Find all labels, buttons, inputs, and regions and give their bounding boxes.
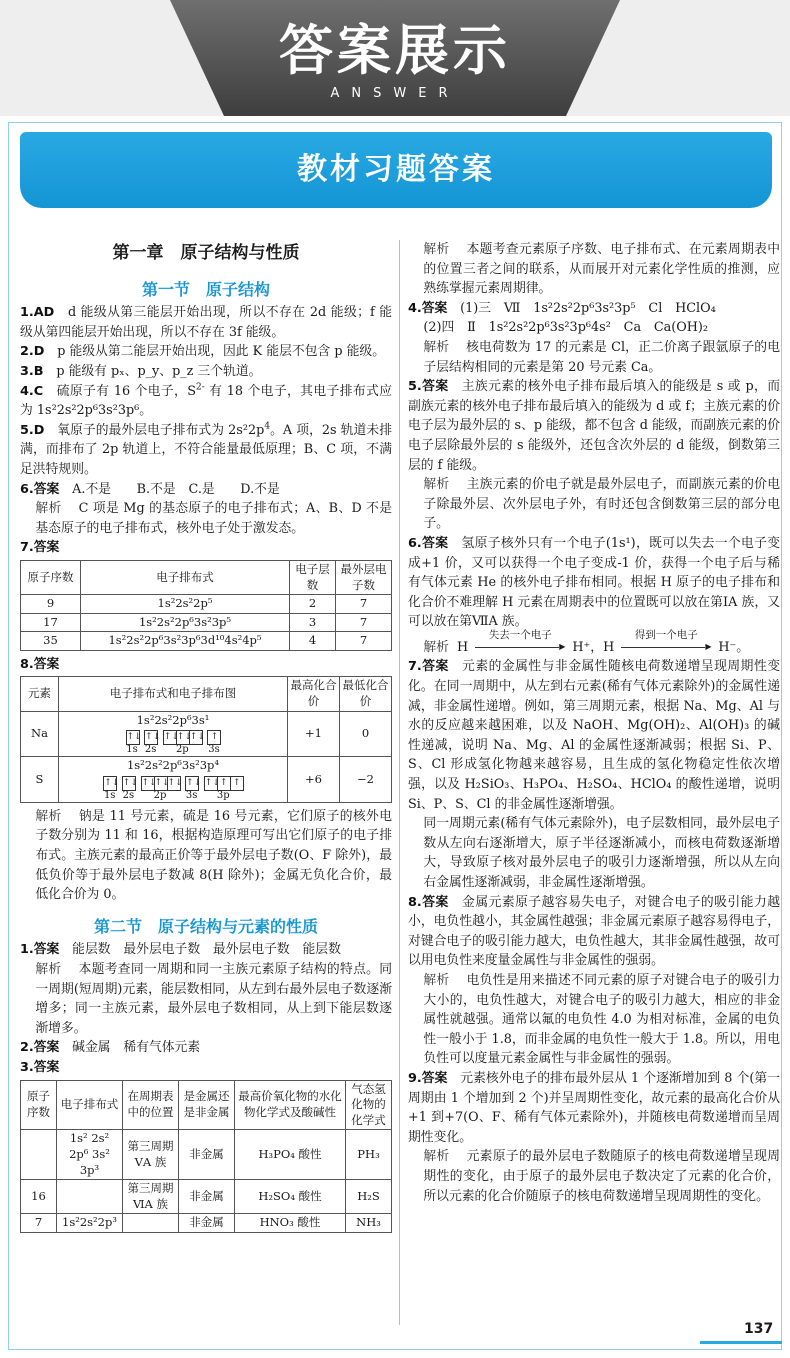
answer-number: 5.答案	[408, 379, 449, 395]
orbital: ↑↓ 2s	[122, 777, 138, 801]
top-banner	[0, 0, 790, 116]
table-cell: 7	[336, 595, 392, 614]
table-cell: 1s²2s²2p⁶3s²3p⁵	[81, 613, 290, 632]
analysis-text: 主族元素的价电子就是最外层电子，而副族元素的价电子除最外层、次外层电子外，有时还包含倒数第三层的部分电子。	[423, 477, 781, 532]
answer-s2-4	[408, 299, 780, 319]
orbital: ↑↓ 1s	[103, 777, 120, 801]
analysis-text: 本题考查元素原子序数、电子排布式、在元素周期表中的位置三者之间的联系，从而展开对元素化学性质的推测，应熟练掌握元素周期律。	[423, 242, 781, 297]
answer-text: 元素核外电子的排布最外层从 1 个逐渐增加到 8 个(第一周期由 1 个增加到 2 个)并呈周期性变化，故元素的最高化合价从+1 到+7(O、F、稀有气体元素除外)，并随核电荷数递增而呈周期性变化。	[408, 1070, 780, 1145]
table-cell	[21, 1130, 57, 1180]
answer-text: d 能级从第三能层开始出现，所以不存在 2d 能级；f 能级从第四能层开始出现，所以不存在 3f 能级。	[20, 305, 392, 340]
table-cell: 1s² 2s² 2p⁶ 3s² 3p³	[57, 1130, 123, 1180]
orbital-label: 1s	[126, 744, 138, 756]
table-cell: 2	[290, 595, 336, 614]
table-row	[21, 1130, 392, 1180]
answer-1	[20, 303, 392, 342]
right-column	[408, 240, 780, 1206]
table-cell: 非金属	[179, 1130, 235, 1180]
answer-text: 碱金属 稀有气体元素	[59, 1040, 201, 1056]
analysis-label: 解析	[423, 477, 450, 493]
page-number-underline	[700, 1341, 782, 1344]
answer-number: 2.D	[20, 344, 45, 360]
orbital: ↑↓↑↓↑↓ 2p	[163, 732, 205, 756]
analysis-s2-5	[408, 475, 780, 534]
analysis-text: 元素原子的最外层电子数随原子的核电荷数递增呈现周期性的变化，由于原子的最外层电子数决定了元素的化合价，所以元素的化合价随原子的核电荷数递增呈现周期性的变化。	[423, 1149, 781, 1204]
answer-text: 有 18 个电子，其电子排布式应为 1s²2s²2p⁶3s²3p⁶。	[20, 383, 392, 419]
analysis-s2-1	[20, 960, 392, 1038]
table-cell: 1s²2s²2p⁵	[81, 595, 290, 614]
banner-title: 答案展示	[279, 19, 511, 82]
analysis-label: 解析	[423, 339, 450, 355]
answer-number: 8.答案	[408, 894, 449, 910]
analysis-label: 解析	[35, 501, 62, 517]
orbital-label: 3s	[208, 744, 220, 756]
orbital-label: 3p	[216, 789, 230, 801]
answer-s2-7	[408, 657, 780, 814]
table-cell: 7	[336, 632, 392, 651]
orbital-diagram-s	[59, 757, 288, 803]
table-cell: H₃PO₄ 酸性	[235, 1130, 346, 1180]
answer-6	[20, 480, 392, 500]
table-header-cell: 最外层电子数	[336, 560, 392, 594]
answer-number: 9.答案	[408, 1070, 448, 1086]
equation-term: H⁺，H	[572, 639, 615, 655]
answer-sup: 2-	[196, 382, 205, 393]
table-cell: 7	[336, 613, 392, 632]
table-cell: 17	[21, 613, 81, 632]
answer-text: 元素的金属性与非金属性随核电荷数递增呈现周期性变化。在同一周期中，从左到右元素(稀有气体元素除外)的金属性递减，非金属性递增。例如，第三周期元素，根据 Na、Mg、Al 与水的反应越来越困难，以及 NaOH、Mg(OH)₂、Al(OH)₃ 的碱性递减，说明 Na、Mg、Al 的金属性逐渐减弱；根据 Si、P、S、Cl 形成氢化物越来越容易，且生成的氢化物稳定性依次增强，以及 H₂SiO₃、H₃PO₄、H₂SO₄、HClO₄ 的酸性递增，说明 Si、P、S、Cl 的非金属性逐渐增强。	[408, 659, 781, 812]
table-row-s	[21, 757, 392, 803]
analysis-s2-4	[408, 338, 780, 377]
table-header-cell: 电子排布式	[57, 1080, 123, 1130]
answer-text: 氧原子的最外层电子排布式为 2s²2p	[44, 422, 265, 438]
answer-7	[20, 538, 392, 558]
table-cell: S	[21, 757, 59, 803]
analysis-s2-6	[408, 629, 780, 658]
analysis-s2-9	[408, 1147, 780, 1206]
table-cell: 16	[21, 1180, 57, 1214]
table-cell: +6	[288, 757, 340, 803]
page-number: 137	[744, 1321, 774, 1337]
answer-5	[20, 421, 392, 480]
table-cell: 9	[21, 595, 81, 614]
reaction-arrow: 失去一个电子 ▶	[475, 641, 565, 653]
answer-text: 能层数 最外层电子数 最外层电子数 能层数	[59, 942, 341, 958]
answer-s2-7-para2	[408, 814, 780, 892]
answer-text: (1)三 Ⅶ 1s²2s²2p⁶3s²3p⁵ Cl HClO₄	[447, 300, 716, 316]
table-cell: 1s²2s²2p⁶3s²3p⁶3d¹⁰4s²4p⁵	[81, 632, 290, 651]
table-answer-8	[20, 676, 392, 802]
table-answer-7	[20, 560, 392, 651]
arrow-label: 得到一个电子	[634, 629, 698, 642]
analysis-label: 解析	[423, 242, 450, 257]
answer-number: 4.答案	[408, 300, 448, 316]
answer-text: 金属元素原子越容易失电子，对键合电子的吸引能力越小，电负性越小，其金属性越强；非金属元素原子越容易得电子，对键合电子的吸引能力越大，电负性越大，其非金属性越强，故可以用电负性来度量金属性与非金属性的强弱。	[408, 894, 781, 969]
answer-text: 氢原子核外只有一个电子(1s¹)，既可以失去一个电子变成+1 价，又可以获得一个电子变成-1 价，获得一个电子后与稀有气体元素 He 的核外电子排布相同。根据 H 原子的电子排布和化合价不难理解 H 元素在周期表中的位置既可以放在第ⅠA 族，又可以放在第ⅦA 族。	[408, 535, 781, 630]
analysis-text: 电负性是用来描述不同元素的原子对键合电子的吸引力大小的，电负性越大，对键合电子的吸引力越大，相应的非金属性就越强。通常以氟的电负性 4.0 为相对标准，金属的电负性一般小于 1.8，而非金属的电负性一般大于 1.8。所以，用电负性可以度量元素金属性与非金属性的强弱。	[423, 972, 781, 1067]
section-2-title: 第二节 原子结构与元素的性质	[93, 916, 318, 936]
answer-number: 1.答案	[20, 942, 60, 958]
analysis-text: 钠是 11 号元素，硫是 16 号元素，它们原子的核外电子数分别为 11 和 16，根据构造原理可写出它们原子的电子排布式。主族元素的最高正价等于最外层电子数(O、F 除外)，最低负价等于最外层电子数减 8(H 除外)；金属无负化合价，最低化合价为 0。	[35, 808, 393, 903]
config-text: 1s²2s²2p⁶3s²3p⁴	[126, 758, 220, 773]
analysis-label: 解析	[423, 1149, 450, 1165]
table-cell: 3	[290, 613, 336, 632]
answer-number: 6.答案	[408, 535, 449, 551]
table-header-cell: 气态氢化物的化学式	[346, 1080, 392, 1130]
answer-s2-1	[20, 940, 392, 960]
analysis-text: 本题考查同一周期和同一主族元素原子结构的特点。同一周期(短周期)元素，能层数相同，从左到右最外层电子数逐渐增多；同一主族元素，最外层电子数相同，从上到下能层数逐渐增多。	[35, 962, 393, 1036]
analysis-label: 解析	[423, 972, 450, 988]
table-header-cell: 电子层数	[290, 560, 336, 594]
answer-text: 硫原子有 16 个电子，S	[43, 383, 196, 399]
table-header-row	[21, 560, 392, 594]
table-cell: 1s²2s²2p³	[57, 1214, 123, 1233]
answer-s2-6	[408, 534, 780, 632]
orbital: ↑↓↑ ↑ 3p	[204, 774, 243, 801]
banner-subtitle: ANSWER	[330, 86, 460, 101]
table-header-cell: 原子序数	[21, 1080, 57, 1130]
analysis-label: 解析	[35, 962, 62, 977]
table-cell: 7	[21, 1214, 57, 1233]
orbital: ↑↓ 3s	[185, 777, 202, 801]
analysis-s2-8	[408, 971, 780, 1069]
answer-8	[20, 655, 392, 675]
analysis-6	[20, 499, 392, 538]
answer-number: 8.答案	[20, 656, 60, 672]
analysis-text: C 项是 Mg 的基态原子的电子排布式；A、B、D 不是基态原子的电子排布式，核外电子处于激发态。	[35, 501, 393, 536]
chapter-title: 第一章 原子结构与性质	[112, 243, 300, 263]
table-row	[21, 1214, 392, 1233]
analysis-text: 核电荷数为 17 的元素是 Cl，正二价离子跟氩原子的电子层结构相同的元素是第 20 号元素 Ca。	[423, 339, 780, 375]
column-divider	[399, 240, 400, 1325]
answer-sup: 4	[264, 421, 271, 432]
left-column	[20, 240, 392, 1237]
orbital: ↑ 3s	[208, 732, 220, 756]
answer-s2-5	[408, 377, 780, 475]
answer-text: A.不是 B.不是 C.是 D.不是	[59, 481, 280, 497]
orbital-label: 2p	[175, 744, 189, 756]
table-header-cell: 在周期表中的位置	[123, 1080, 179, 1130]
answer-number: 1.AD	[20, 305, 55, 321]
answer-number: 3.B	[20, 363, 44, 379]
answer-number: 7.答案	[20, 540, 60, 556]
table-cell: 第三周期 ⅥA 族	[123, 1180, 179, 1214]
reaction-arrow: 得到一个电子 ▶	[621, 641, 711, 653]
answer-s2-2	[20, 1038, 392, 1058]
table-answer-s2-3	[20, 1080, 392, 1233]
answer-text: 。A 项，2s 轨道未排满，而排布了 2p 轨道上，不符合能量最低原理；B、C 项，不满足洪特规则。	[20, 422, 392, 477]
table-cell: 非金属	[179, 1214, 235, 1233]
table-row	[21, 613, 392, 632]
arrow-label: 失去一个电子	[488, 629, 552, 642]
answer-4	[20, 382, 392, 421]
table-cell	[123, 1214, 179, 1233]
orbital-label: 2p	[153, 789, 167, 801]
table-row-na	[21, 711, 392, 757]
answer-text: 同一周期元素(稀有气体元素除外)，电子层数相同，最外层电子数从左向右逐渐增大，原子半径逐渐减小，而核电荷数逐渐增大，导致原子核对最外层电子的吸引力逐渐增强，所以从左向右金属性逐渐减弱，非金属性逐渐增强。	[423, 816, 780, 890]
table-header-cell: 最高化合价	[288, 677, 340, 711]
analysis-label: 解析	[423, 639, 449, 655]
section-1-title: 第一节 原子结构	[141, 279, 270, 299]
table-row	[21, 1180, 392, 1214]
table-row	[21, 632, 392, 651]
answer-s2-4-line2	[408, 318, 780, 338]
table-cell: NH₃	[346, 1214, 392, 1233]
analysis-3	[408, 240, 780, 299]
table-cell: 0	[340, 711, 392, 757]
table-cell: +1	[288, 711, 340, 757]
answer-number: 3.答案	[20, 1059, 60, 1075]
orbital-label: 1s	[103, 789, 116, 801]
table-header-cell: 电子排布式和电子排布图	[59, 677, 288, 711]
table-cell	[57, 1180, 123, 1214]
table-header-cell: 是金属还是非金属	[179, 1080, 235, 1130]
answer-number: 2.答案	[20, 1040, 60, 1056]
table-row	[21, 595, 392, 614]
answer-2	[20, 342, 392, 362]
table-cell: H₂SO₄ 酸性	[235, 1180, 346, 1214]
answer-text: (2)四 Ⅱ 1s²2s²2p⁶3s²3p⁶4s² Ca Ca(OH)₂	[423, 320, 709, 336]
orbital-diagram-na	[59, 711, 288, 757]
answer-s2-9	[408, 1069, 780, 1147]
orbital-label: 2s	[144, 744, 157, 756]
equation-term: H⁻。	[718, 639, 750, 655]
answer-number: 4.C	[20, 383, 44, 399]
answer-s2-3	[20, 1058, 392, 1078]
answer-number: 7.答案	[408, 659, 449, 675]
orbital: ↑↓ 2s	[144, 732, 161, 756]
table-cell: PH₃	[346, 1130, 392, 1180]
config-text: 1s²2s²2p⁶3s¹	[136, 712, 210, 727]
answer-3	[20, 362, 392, 382]
analysis-8	[20, 807, 392, 905]
table-cell: 非金属	[179, 1180, 235, 1214]
orbital-label: 2s	[122, 789, 135, 801]
answer-number: 6.答案	[20, 481, 60, 497]
table-header-row	[21, 677, 392, 711]
orbital: ↑↓ 1s	[126, 732, 142, 756]
table-header-cell: 最低化合价	[340, 677, 392, 711]
table-cell: HNO₃ 酸性	[235, 1214, 346, 1233]
table-header-cell: 电子排布式	[81, 560, 290, 594]
answer-s2-8	[408, 893, 780, 971]
orbital-label: 3s	[185, 789, 198, 801]
table-cell: Na	[21, 711, 59, 757]
orbital: ↑↓↑↓↑↓ 2p	[141, 777, 183, 801]
answer-text: p 能级从第二能层开始出现，因此 K 能层不包含 p 能级。	[44, 344, 386, 360]
table-header-cell: 最高价氧化物的水化物化学式及酸碱性	[235, 1080, 346, 1130]
answer-text: 主族元素的核外电子排布最后填入的能级是 s 或 p，而副族元素的核外电子排布最后填入的能级为 d 或 f；主族元素的价电子层为最外层的 s、p 能级，都不包含 d 能级，而副族元素的价电子层除最外层的 s 能级外，还包含次外层的 d 能级，倒数第三层的 f 能级。	[408, 379, 781, 473]
table-cell: −2	[340, 757, 392, 803]
answer-number: 5.D	[20, 422, 45, 438]
equation-term: H	[457, 639, 469, 655]
table-cell: 35	[21, 632, 81, 651]
analysis-label: 解析	[35, 808, 62, 824]
table-header-row	[21, 1080, 392, 1130]
section-banner: 教材习题答案	[20, 132, 772, 208]
table-cell: 第三周期 ⅤA 族	[123, 1130, 179, 1180]
table-cell: 4	[290, 632, 336, 651]
table-cell: H₂S	[346, 1180, 392, 1214]
answer-text: p 能级有 pₓ、p_y、p_z 三个轨道。	[43, 363, 262, 379]
table-header-cell: 原子序数	[21, 560, 81, 594]
table-header-cell: 元素	[21, 677, 59, 711]
